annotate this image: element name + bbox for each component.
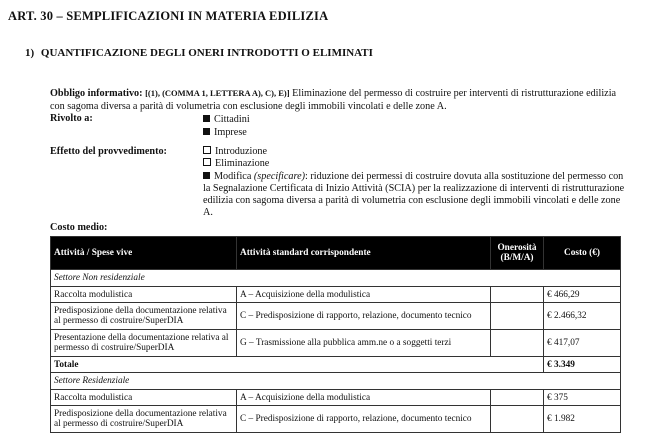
cell-onerosita — [491, 330, 544, 357]
checkbox-checked-icon — [203, 172, 210, 179]
article-title: ART. 30 – SEMPLIFICAZIONI IN MATERIA EDILIZIA — [8, 9, 329, 23]
costo-medio-label: Costo medio: — [50, 222, 108, 233]
cell-onerosita — [491, 406, 544, 433]
cell-attivita: Raccolta modulistica — [51, 390, 237, 406]
cell-costo: € 375 — [544, 390, 621, 406]
cost-table — [50, 236, 621, 433]
option-label: Introduzione — [215, 146, 268, 157]
header-standard: Attività standard corrispondente — [237, 237, 491, 270]
table-row — [51, 406, 621, 433]
table-row — [51, 303, 621, 330]
modifica-text-1: : riduzione dei permessi di costruire dovuta alla sostituzione del permesso con — [305, 171, 624, 182]
header-costo: Costo (€) — [544, 237, 621, 270]
cell-attivita: Predisposizione della documentazione relativa al permesso di costruire/SuperDIA — [51, 303, 237, 330]
modifica-spec: (specificare) — [253, 171, 305, 182]
cell-attivita: Presentazione della documentazione relativa al permesso di costruire/SuperDIA — [51, 330, 237, 357]
effetto-label: Effetto del provvedimento: — [50, 146, 167, 157]
cell-costo: € 417,07 — [544, 330, 621, 357]
cell-standard: A – Acquisizione della modulistica — [237, 287, 491, 303]
effetto-option-modifica — [203, 171, 624, 219]
cell-onerosita — [491, 287, 544, 303]
option-label: Eliminazione — [215, 158, 270, 169]
cell-standard: C – Predisposizione di rapporto, relazione, documento tecnico — [237, 303, 491, 330]
cell-onerosita — [491, 390, 544, 406]
total-row — [51, 357, 621, 373]
obbligo-label: Obbligo informativo: — [50, 88, 143, 99]
cell-onerosita — [491, 303, 544, 330]
sector-row — [51, 270, 621, 287]
cell-attivita: Predisposizione della documentazione relativa al permesso di costruire/SuperDIA — [51, 406, 237, 433]
rivolto-option-imprese — [203, 127, 247, 138]
effetto-option-eliminazione — [203, 158, 269, 169]
header-attivita: Attività / Spese vive — [51, 237, 237, 270]
rivolto-option-cittadini — [203, 114, 250, 125]
cell-attivita: Raccolta modulistica — [51, 287, 237, 303]
modifica-text-3: edilizia con sagoma diversa a parità di volumetria con esclusione degli immobili vincolati e delle zone — [203, 195, 621, 206]
sector-label: Settore Residenziale — [51, 373, 621, 390]
total-value: € 3.349 — [544, 357, 621, 373]
table-row — [51, 390, 621, 406]
modifica-text-4: A. — [203, 207, 213, 218]
section-number: 1) — [25, 47, 35, 59]
obbligo-text-2: con sagoma diversa a parità di volumetria con esclusione degli immobili vincolati e delle zone A. — [50, 100, 447, 112]
cell-costo: € 466,29 — [544, 287, 621, 303]
checkbox-empty-icon — [203, 146, 211, 154]
cell-costo: € 1.982 — [544, 406, 621, 433]
cell-standard: G – Trasmissione alla pubblica amm.ne o a soggetti terzi — [237, 330, 491, 357]
cell-standard: A – Acquisizione della modulistica — [237, 390, 491, 406]
section-title: QUANTIFICAZIONE DEGLI ONERI INTRODOTTI O ELIMINATI — [40, 47, 373, 59]
obbligo-text-1: Eliminazione del permesso di costruire per interventi di ristrutturazione edilizia — [292, 88, 617, 99]
cell-standard: C – Predisposizione di rapporto, relazione, documento tecnico — [237, 406, 491, 433]
modifica-label: Modifica — [214, 171, 252, 182]
effetto-option-introduzione — [203, 146, 267, 157]
option-label: Imprese — [214, 127, 247, 138]
header-onerosita — [491, 237, 544, 270]
total-label: Totale — [51, 357, 544, 373]
rivolto-label: Rivolto a: — [50, 113, 93, 124]
option-label: Cittadini — [214, 114, 250, 125]
modifica-text-2: la Segnalazione Certificata di Inizio Attività (SCIA) per la realizzazione di interventi di ristrutturazione — [203, 183, 625, 194]
obbligo-informativo — [50, 87, 616, 113]
table-row — [51, 330, 621, 357]
checkbox-checked-icon — [203, 115, 210, 122]
header-onerosita-line1: Onerosità — [497, 243, 537, 253]
sector-label: Settore Non residenziale — [51, 270, 621, 287]
table-header-row — [51, 237, 621, 270]
obbligo-ref: [(1), (COMMA 1, LETTERA A), C), E)] — [145, 88, 290, 98]
cell-costo: € 2.466,32 — [544, 303, 621, 330]
section-heading — [25, 47, 373, 59]
table-row — [51, 287, 621, 303]
header-onerosita-line2: (B/M/A) — [500, 253, 534, 263]
checkbox-empty-icon — [203, 158, 211, 166]
checkbox-checked-icon — [203, 128, 210, 135]
sector-row — [51, 373, 621, 390]
